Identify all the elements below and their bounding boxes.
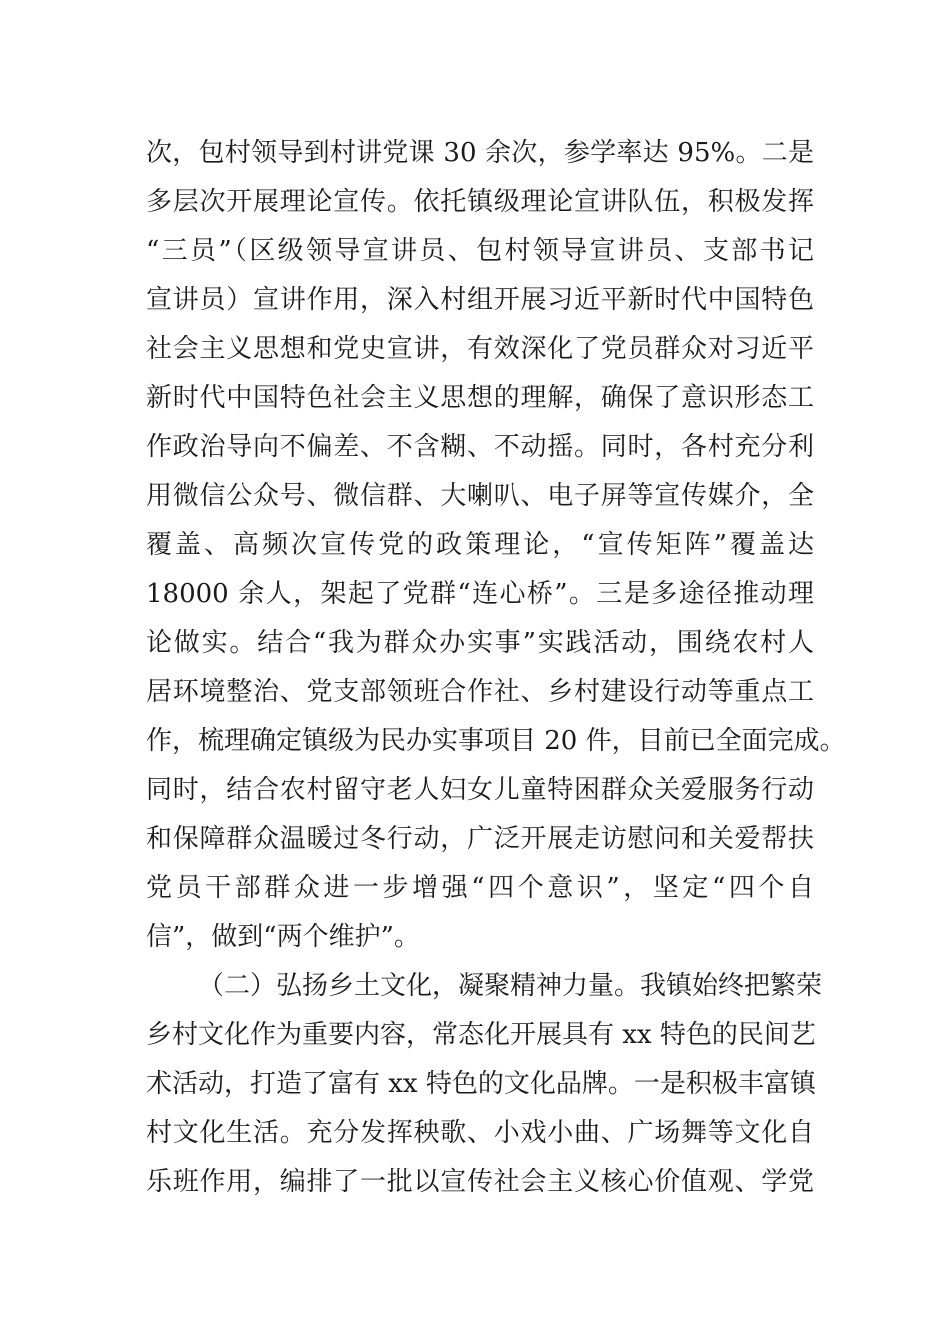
text-line: 作政治导向不偏差、不含糊、不动摇。同时，各村充分利 <box>146 432 814 462</box>
text-line: 同时，结合农村留守老人妇女儿童特困群众关爱服务行动 <box>146 775 814 805</box>
text-line: 乡村文化作为重要内容，常态化开展具有 xx 特色的民间艺 <box>146 1020 816 1050</box>
text-line: （二）弘扬乡土文化，凝聚精神力量。我镇始终把繁荣 <box>198 971 823 1001</box>
text-line: 用微信公众号、微信群、大喇叭、电子屏等宣传媒介，全 <box>146 481 814 511</box>
text-line: 居环境整治、党支部领班合作社、乡村建设行动等重点工 <box>146 677 814 707</box>
text-line: 18000 余人，架起了党群“连心桥”。三是多途径推动理 <box>146 579 814 609</box>
text-line: 作，梳理确定镇级为民办实事项目 20 件，目前已全面完成。 <box>146 726 846 756</box>
text-line: 宣讲员）宣讲作用，深入村组开展习近平新时代中国特色 <box>146 285 814 315</box>
text-line: 和保障群众温暖过冬行动，广泛开展走访慰问和关爱帮扶 <box>146 824 814 854</box>
text-line: 术活动，打造了富有 xx 特色的文化品牌。一是积极丰富镇 <box>146 1069 816 1099</box>
text-line: 多层次开展理论宣传。依托镇级理论宣讲队伍，积极发挥 <box>146 187 814 217</box>
text-line: 党员干部群众进一步增强“四个意识”，坚定“四个自 <box>146 873 814 903</box>
text-line: 社会主义思想和党史宣讲，有效深化了党员群众对习近平 <box>146 334 814 364</box>
text-line: 信”，做到“两个维护”。 <box>146 922 420 952</box>
text-line: “三员”（区级领导宣讲员、包村领导宣讲员、支部书记 <box>146 236 814 266</box>
text-line: 乐班作用，编排了一批以宣传社会主义核心价值观、学党 <box>146 1167 814 1197</box>
text-line: 村文化生活。充分发挥秧歌、小戏小曲、广场舞等文化自 <box>146 1118 814 1148</box>
body-text <box>146 129 846 1207</box>
text-line: 次，包村领导到村讲党课 30 余次，参学率达 95%。二是 <box>146 138 814 168</box>
text-line: 新时代中国特色社会主义思想的理解，确保了意识形态工 <box>146 383 814 413</box>
text-line: 覆盖、高频次宣传党的政策理论，“宣传矩阵”覆盖达 <box>146 530 814 560</box>
text-line: 论做实。结合“我为群众办实事”实践活动，围绕农村人 <box>146 628 814 658</box>
